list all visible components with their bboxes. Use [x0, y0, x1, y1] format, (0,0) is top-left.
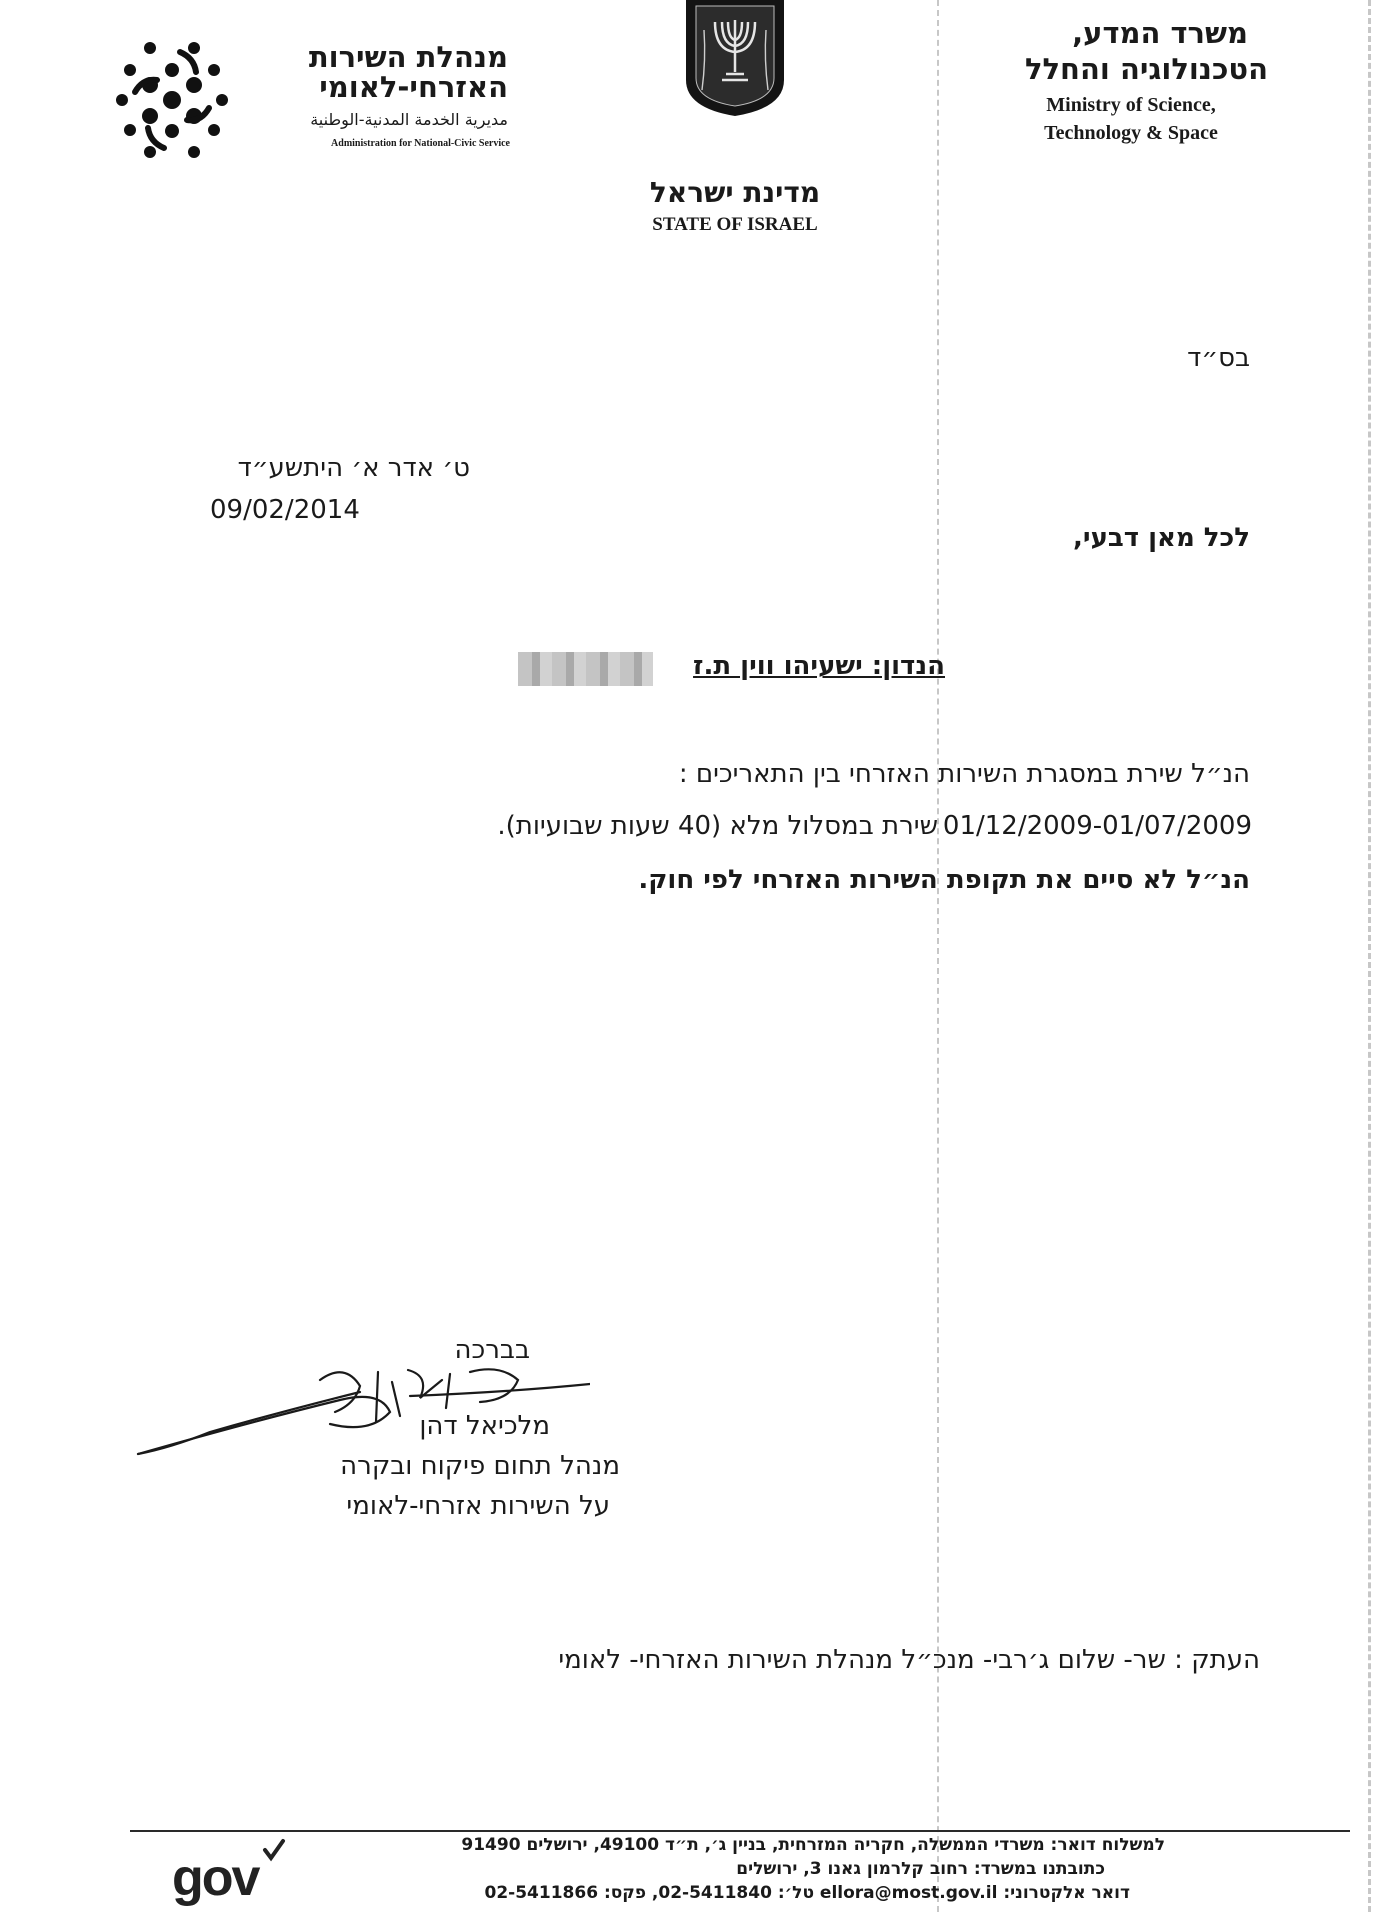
handwritten-signature: [130, 1352, 590, 1462]
scan-edge-line: [1368, 0, 1371, 1912]
ministry-name-english-line1: Ministry of Science,: [1046, 94, 1216, 116]
recipient-line: לכל מאן דבעי,: [1073, 523, 1250, 553]
ministry-name-english-line2: Technology & Space: [1044, 122, 1218, 144]
footer-contact-details: דואר אלקטרוני: ellora@most.gov.il טל׳: 02-5411840, פקס: 02-5411866: [484, 1883, 1130, 1903]
redacted-id-number: [518, 652, 653, 686]
left-org-name-english: Administration for National-Civic Service: [331, 138, 510, 149]
signatory-title-line1: מנהל תחום פיקוח ובקרה: [340, 1451, 620, 1481]
scan-fold-line: [937, 0, 939, 1912]
left-org-name-arabic: مديرية الخدمة المدنية-الوطنية: [310, 110, 508, 129]
state-name-hebrew: מדינת ישראל: [649, 176, 821, 209]
date-hebrew: ט׳ אדר א׳ היתשע״ד: [237, 453, 470, 483]
state-name-english: STATE OF ISRAEL: [652, 214, 818, 235]
gov-logo: gov: [172, 1849, 259, 1907]
service-period-description: שירת במסלול מלא (40 שעות שבועיות).: [497, 811, 938, 841]
intro-paragraph: הנ״ל שירת במסגרת השירות האזרחי בין התאריכים :: [678, 759, 1250, 789]
closing-greeting: בברכה: [454, 1335, 530, 1365]
service-period-dates: 01/12/2009-01/07/2009: [942, 811, 1252, 841]
left-org-name-line1: מנהלת השירות: [308, 40, 508, 74]
bsd-mark: בס״ד: [1187, 343, 1250, 373]
ministry-name-line1: משרד המדע,: [1072, 16, 1248, 50]
left-org-name-line2: האזרחי-לאומי: [319, 70, 508, 104]
footer-office-address: כתובתנו במשרד: רחוב קלרמון גאנו 3, ירושלים: [736, 1859, 1105, 1879]
signatory-title-line2: על השירות אזרחי-לאומי: [346, 1491, 610, 1521]
signatory-name: מלכיאל דהן: [419, 1411, 550, 1441]
footer-mailing-address: למשלוח דואר: משרדי הממשלה, חקריה המזרחית, בניין ג׳, ת״ד 49100, ירושלים 91490: [461, 1835, 1165, 1855]
national-civic-service-logo: [110, 30, 234, 170]
date-gregorian: 09/02/2014: [210, 495, 360, 525]
subject-line: הנדון: ישעיהו ווין ת.ז: [693, 651, 945, 681]
conclusion-statement: הנ״ל לא סיים את תקופת השירות האזרחי לפי חוק.: [638, 865, 1250, 895]
footer-divider: [130, 1830, 1350, 1832]
ministry-name-line2: הטכנולוגיה והחלל: [1024, 52, 1268, 86]
gov-logo-check-icon: [262, 1838, 286, 1862]
state-emblem-menorah-icon: [684, 0, 786, 118]
cc-line: העתק : שר- שלום ג׳רבי- מנכ״ל מנהלת השירות האזרחי- לאומי: [558, 1645, 1260, 1675]
